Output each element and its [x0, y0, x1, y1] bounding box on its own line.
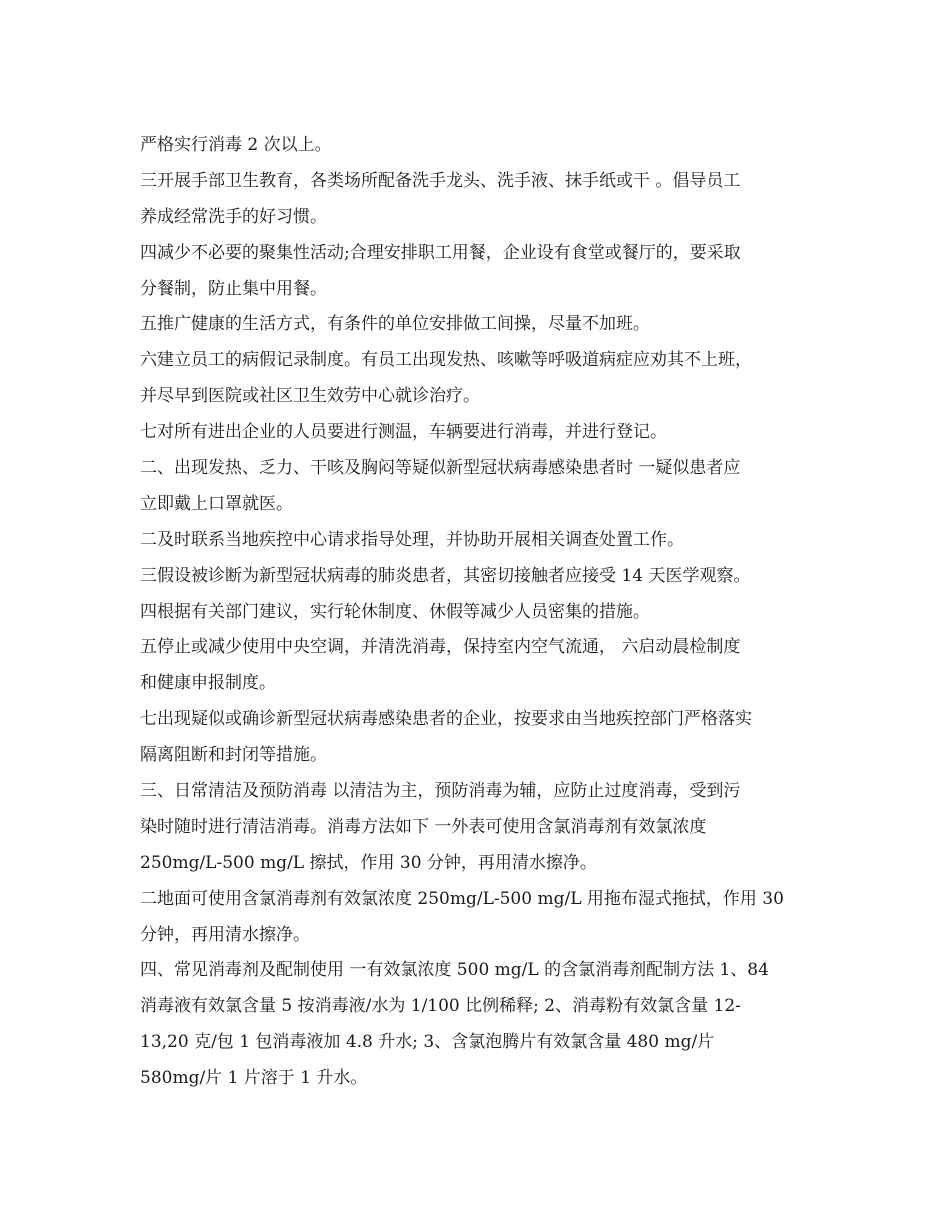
text-line: 立即戴上口罩就医。 — [140, 493, 293, 514]
text-line: 三假设被诊断为新型冠状病毒的肺炎患者，其密切接触者应接受 14 天医学观察。 — [140, 565, 751, 586]
text-line: 二、出现发热、乏力、干咳及胸闷等疑似新型冠状病毒感染患者时 一疑似患者应 — [140, 458, 741, 479]
text-line: 严格实行消毒 2 次以上。 — [140, 135, 332, 155]
text-line: 并尽早到医院或社区卫生效劳中心就诊治疗。 — [140, 386, 480, 407]
text-line: 二及时联系当地疾控中心请求指导处理，并协助开展相关调查处置工作。 — [140, 529, 684, 550]
text-line: 七出现疑似或确诊新型冠状病毒感染患者的企业，按要求由当地疾控部门严格落实 — [140, 709, 752, 730]
text-line: 250mg/L-500 mg/L 擦拭，作用 30 分钟，再用清水擦净。 — [140, 852, 597, 873]
text-line: 五推广健康的生活方式，有条件的单位安排做工间操，尽量不加班。 — [140, 314, 650, 335]
text-line: 四减少不必要的聚集性活动;合理安排职工用餐，企业设有食堂或餐厅的，要采取 — [140, 242, 741, 263]
text-line: 三、日常清洁及预防消毒 以清洁为主，预防消毒为辅，应防止过度消毒，受到污 — [140, 781, 741, 802]
text-line: 养成经常洗手的好习惯。 — [140, 206, 327, 227]
text-line: 消毒液有效氯含量 5 按消毒液/水为 1/100 比例稀释; 2、消毒粉有效氯含量 12- — [140, 996, 741, 1017]
text-line: 四、常见消毒剂及配制使用 一有效氯浓度 500 mg/L 的含氯消毒剂配制方法 1、84 — [140, 960, 769, 981]
text-line: 分钟，再用清水擦净。 — [140, 924, 310, 945]
text-line: 三开展手部卫生教育，各类场所配备洗手龙头、洗手液、抹手纸或干 。倡导员工 — [140, 170, 741, 191]
text-line: 四根据有关部门建议，实行轮休制度、休假等减少人员密集的措施。 — [140, 601, 650, 622]
text-line: 七对所有进出企业的人员要进行测温，车辆要进行消毒，并进行登记。 — [140, 422, 667, 443]
text-line: 隔离阻断和封闭等措施。 — [140, 745, 327, 766]
text-line: 580mg/片 1 片溶于 1 升水。 — [140, 1068, 368, 1089]
text-line: 六建立员工的病假记录制度。有员工出现发热、咳嗽等呼吸道病症应劝其不上班， — [140, 350, 752, 371]
document-body — [140, 128, 810, 1097]
text-line: 和健康申报制度。 — [140, 673, 276, 694]
text-line: 染时随时进行清洁消毒。消毒方法如下 一外表可使用含氯消毒剂有效氯浓度 — [140, 816, 707, 837]
text-line: 五停止或减少使用中央空调，并清洗消毒，保持室内空气流通， 六启动晨检制度 — [140, 637, 741, 658]
text-line: 二地面可使用含氯消毒剂有效氯浓度 250mg/L-500 mg/L 用拖布湿式拖拭，作用 30 — [140, 888, 784, 909]
text-line: 13,20 克/包 1 包消毒液加 4.8 升水; 3、含氯泡腾片有效氯含量 480 mg/片 — [140, 1032, 715, 1053]
text-line: 分餐制，防止集中用餐。 — [140, 278, 327, 299]
